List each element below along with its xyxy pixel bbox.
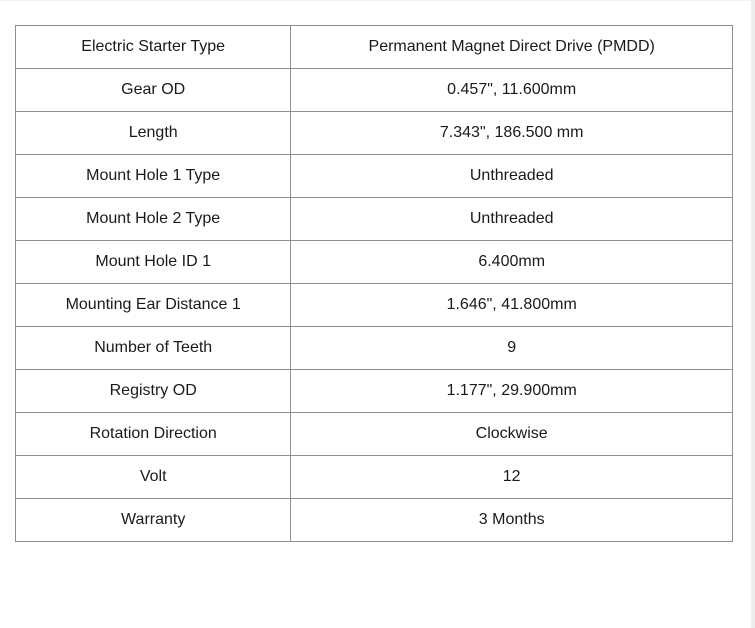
spec-label: Mounting Ear Distance 1: [16, 284, 291, 327]
spec-label: Registry OD: [16, 370, 291, 413]
table-row: [16, 155, 733, 198]
spec-label: Mount Hole ID 1: [16, 241, 291, 284]
spec-label: Mount Hole 1 Type: [16, 155, 291, 198]
table-row: [16, 284, 733, 327]
table-row: [16, 241, 733, 284]
table-row: [16, 69, 733, 112]
specifications-table: [15, 25, 733, 542]
table-row: [16, 198, 733, 241]
table-row: [16, 26, 733, 69]
table-row: [16, 370, 733, 413]
spec-value: 3 Months: [291, 499, 733, 542]
spec-value: 1.646", 41.800mm: [291, 284, 733, 327]
spec-value: 12: [291, 456, 733, 499]
table-row: [16, 327, 733, 370]
spec-value: 1.177", 29.900mm: [291, 370, 733, 413]
scrollbar-edge: [751, 0, 755, 628]
table-row: [16, 112, 733, 155]
spec-value: 9: [291, 327, 733, 370]
spec-label: Volt: [16, 456, 291, 499]
spec-value: 0.457", 11.600mm: [291, 69, 733, 112]
spec-value: Clockwise: [291, 413, 733, 456]
spec-label: Number of Teeth: [16, 327, 291, 370]
spec-value: 7.343", 186.500 mm: [291, 112, 733, 155]
top-edge: [0, 0, 755, 1]
spec-label: Rotation Direction: [16, 413, 291, 456]
spec-label: Length: [16, 112, 291, 155]
spec-label: Gear OD: [16, 69, 291, 112]
table-row: [16, 413, 733, 456]
spec-value: Unthreaded: [291, 155, 733, 198]
spec-value: Unthreaded: [291, 198, 733, 241]
spec-label: Mount Hole 2 Type: [16, 198, 291, 241]
spec-label: Electric Starter Type: [16, 26, 291, 69]
spec-value: 6.400mm: [291, 241, 733, 284]
spec-label: Warranty: [16, 499, 291, 542]
table-row: [16, 499, 733, 542]
spec-value: Permanent Magnet Direct Drive (PMDD): [291, 26, 733, 69]
table-row: [16, 456, 733, 499]
